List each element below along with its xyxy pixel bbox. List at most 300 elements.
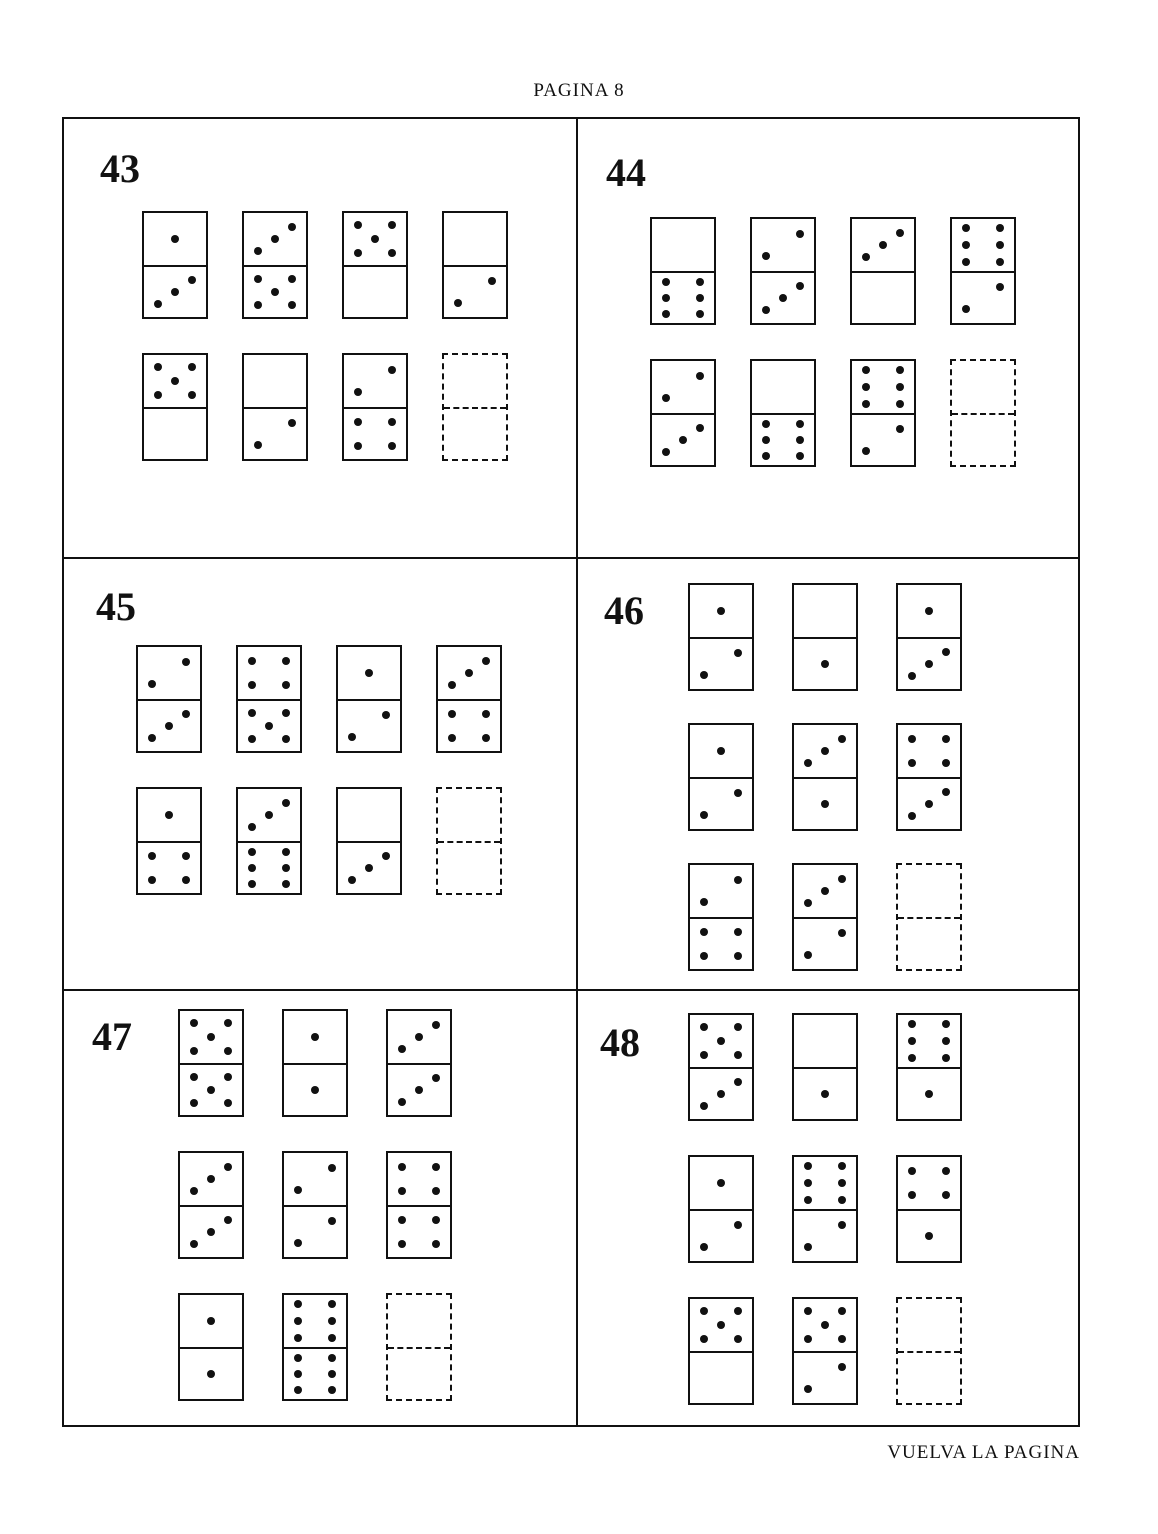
domino-tile — [442, 211, 508, 319]
domino-pip — [188, 391, 196, 399]
domino-bottom-half — [338, 841, 400, 893]
domino-top-half — [388, 1153, 450, 1205]
domino-pip — [804, 899, 812, 907]
domino-top-half — [238, 647, 300, 699]
domino-top-half — [444, 213, 506, 265]
domino-pip — [700, 952, 708, 960]
domino-pip — [254, 301, 262, 309]
domino-pip — [165, 811, 173, 819]
domino-bottom-half — [144, 265, 206, 317]
domino-pip — [734, 1307, 742, 1315]
domino-pip — [288, 275, 296, 283]
domino-pip — [432, 1163, 440, 1171]
domino-top-half — [690, 1299, 752, 1351]
domino-pip — [190, 1047, 198, 1055]
domino-pip — [804, 1385, 812, 1393]
domino-bottom-half — [438, 699, 500, 751]
domino-bottom-half — [690, 637, 752, 689]
domino-pip — [908, 1037, 916, 1045]
domino-pip — [354, 249, 362, 257]
domino-pip — [398, 1045, 406, 1053]
domino-pip — [821, 1321, 829, 1329]
domino-pip — [696, 310, 704, 318]
domino-pip — [942, 735, 950, 743]
domino-pip — [190, 1073, 198, 1081]
domino-top-half — [244, 213, 306, 265]
domino-pip — [148, 852, 156, 860]
domino-top-half — [794, 1299, 856, 1351]
domino-pip — [432, 1187, 440, 1195]
domino-pip — [734, 649, 742, 657]
domino-top-half — [338, 647, 400, 699]
domino-pip — [996, 241, 1004, 249]
domino-pip — [908, 1020, 916, 1028]
domino-pip — [224, 1047, 232, 1055]
domino-pip — [254, 441, 262, 449]
domino-pip — [700, 1243, 708, 1251]
domino-pip — [700, 1102, 708, 1110]
missing-domino-blank[interactable] — [896, 1297, 962, 1405]
domino-pip — [762, 252, 770, 260]
domino-tile — [688, 1297, 754, 1405]
domino-pip — [804, 1162, 812, 1170]
domino-pip — [288, 301, 296, 309]
domino-pip — [398, 1098, 406, 1106]
domino-top-half — [794, 865, 856, 917]
domino-pip — [454, 299, 462, 307]
domino-pip — [942, 1191, 950, 1199]
domino-tile — [792, 1013, 858, 1121]
domino-pip — [821, 1090, 829, 1098]
domino-pip — [182, 658, 190, 666]
domino-pip — [838, 1179, 846, 1187]
domino-bottom-half — [238, 841, 300, 893]
domino-pip — [365, 864, 373, 872]
domino-pip — [804, 951, 812, 959]
domino-tile — [792, 1297, 858, 1405]
domino-tile — [688, 723, 754, 831]
domino-tile — [136, 645, 202, 753]
domino-pip — [804, 1196, 812, 1204]
domino-pip — [908, 672, 916, 680]
puzzle-panel-45 — [64, 559, 576, 989]
domino-bottom-half — [284, 1347, 346, 1399]
domino-bottom-half — [898, 917, 960, 969]
domino-pip — [271, 235, 279, 243]
domino-tile — [896, 1013, 962, 1121]
domino-top-half — [444, 355, 506, 407]
domino-top-half — [652, 361, 714, 413]
domino-pip — [821, 660, 829, 668]
domino-top-half — [794, 1015, 856, 1067]
domino-tile — [242, 353, 308, 461]
puzzle-panel-47 — [64, 991, 576, 1425]
domino-pip — [862, 253, 870, 261]
domino-pip — [294, 1354, 302, 1362]
domino-top-half — [690, 585, 752, 637]
missing-domino-blank[interactable] — [950, 359, 1016, 467]
domino-pip — [224, 1099, 232, 1107]
domino-pip — [804, 1335, 812, 1343]
puzzle-number: 44 — [606, 150, 646, 195]
domino-pip — [265, 811, 273, 819]
domino-top-half — [898, 725, 960, 777]
domino-tile — [136, 787, 202, 895]
domino-top-half — [344, 355, 406, 407]
domino-pip — [838, 735, 846, 743]
domino-top-half — [244, 355, 306, 407]
domino-bottom-half — [438, 841, 500, 893]
domino-pip — [328, 1164, 336, 1172]
domino-tile — [750, 359, 816, 467]
domino-pip — [465, 669, 473, 677]
domino-pip — [821, 887, 829, 895]
domino-bottom-half — [284, 1063, 346, 1115]
domino-pip — [432, 1216, 440, 1224]
domino-pip — [908, 759, 916, 767]
domino-pip — [448, 710, 456, 718]
domino-pip — [348, 876, 356, 884]
domino-pip — [962, 258, 970, 266]
domino-pip — [696, 424, 704, 432]
domino-pip — [942, 648, 950, 656]
puzzle-panel-43 — [64, 119, 576, 557]
puzzle-panel-46 — [578, 559, 1080, 989]
domino-pip — [388, 442, 396, 450]
domino-pip — [328, 1386, 336, 1394]
domino-pip — [398, 1187, 406, 1195]
domino-bottom-half — [444, 265, 506, 317]
domino-pip — [282, 657, 290, 665]
domino-pip — [248, 848, 256, 856]
domino-top-half — [852, 361, 914, 413]
domino-tile — [142, 211, 208, 319]
domino-top-half — [898, 1157, 960, 1209]
domino-pip — [190, 1019, 198, 1027]
domino-pip — [762, 306, 770, 314]
domino-bottom-half — [444, 407, 506, 459]
domino-pip — [311, 1033, 319, 1041]
domino-pip — [734, 1335, 742, 1343]
domino-top-half — [388, 1295, 450, 1347]
domino-pip — [182, 852, 190, 860]
domino-pip — [188, 363, 196, 371]
domino-bottom-half — [652, 271, 714, 323]
domino-pip — [717, 1179, 725, 1187]
domino-pip — [662, 310, 670, 318]
domino-pip — [838, 1162, 846, 1170]
domino-pip — [294, 1386, 302, 1394]
domino-bottom-half — [898, 777, 960, 829]
domino-pip — [896, 425, 904, 433]
domino-pip — [796, 282, 804, 290]
domino-tile — [178, 1293, 244, 1401]
domino-pip — [679, 436, 687, 444]
domino-pip — [696, 278, 704, 286]
domino-pip — [154, 300, 162, 308]
domino-pip — [415, 1086, 423, 1094]
domino-top-half — [898, 1015, 960, 1067]
domino-bottom-half — [952, 413, 1014, 465]
domino-pip — [896, 229, 904, 237]
domino-tile — [242, 211, 308, 319]
domino-top-half — [852, 219, 914, 271]
domino-pip — [190, 1240, 198, 1248]
domino-top-half — [284, 1295, 346, 1347]
domino-pip — [248, 864, 256, 872]
domino-pip — [838, 1221, 846, 1229]
domino-pip — [796, 452, 804, 460]
domino-pip — [311, 1086, 319, 1094]
domino-top-half — [284, 1011, 346, 1063]
domino-pip — [662, 294, 670, 302]
domino-tile — [342, 211, 408, 319]
domino-pip — [700, 671, 708, 679]
domino-bottom-half — [244, 407, 306, 459]
domino-pip — [942, 1037, 950, 1045]
domino-pip — [348, 733, 356, 741]
domino-pip — [942, 1167, 950, 1175]
domino-tile — [236, 787, 302, 895]
domino-top-half — [898, 1299, 960, 1351]
domino-pip — [662, 278, 670, 286]
domino-pip — [879, 241, 887, 249]
domino-pip — [294, 1300, 302, 1308]
domino-tile — [850, 359, 916, 467]
domino-pip — [700, 1023, 708, 1031]
domino-bottom-half — [690, 1067, 752, 1119]
domino-bottom-half — [952, 271, 1014, 323]
domino-tile — [282, 1293, 348, 1401]
domino-pip — [248, 735, 256, 743]
domino-bottom-half — [690, 777, 752, 829]
domino-bottom-half — [338, 699, 400, 751]
domino-tile — [178, 1009, 244, 1117]
domino-pip — [382, 711, 390, 719]
domino-tile — [178, 1151, 244, 1259]
domino-pip — [700, 811, 708, 819]
domino-bottom-half — [284, 1205, 346, 1257]
domino-pip — [282, 880, 290, 888]
domino-bottom-half — [690, 1209, 752, 1261]
domino-tile — [950, 217, 1016, 325]
domino-pip — [996, 258, 1004, 266]
domino-bottom-half — [244, 265, 306, 317]
domino-top-half — [180, 1295, 242, 1347]
domino-bottom-half — [794, 917, 856, 969]
domino-pip — [896, 400, 904, 408]
domino-tile — [688, 1013, 754, 1121]
domino-tile — [650, 217, 716, 325]
domino-pip — [700, 1051, 708, 1059]
domino-pip — [148, 734, 156, 742]
domino-pip — [717, 1037, 725, 1045]
domino-pip — [154, 391, 162, 399]
domino-pip — [248, 681, 256, 689]
domino-pip — [925, 800, 933, 808]
missing-domino-blank[interactable] — [436, 787, 502, 895]
domino-pip — [328, 1354, 336, 1362]
domino-top-half — [344, 213, 406, 265]
domino-pip — [838, 1335, 846, 1343]
domino-tile — [342, 353, 408, 461]
domino-pip — [171, 377, 179, 385]
domino-pip — [734, 1051, 742, 1059]
domino-pip — [432, 1021, 440, 1029]
domino-pip — [762, 420, 770, 428]
domino-pip — [382, 852, 390, 860]
domino-pip — [717, 747, 725, 755]
domino-pip — [415, 1033, 423, 1041]
domino-pip — [265, 722, 273, 730]
domino-top-half — [238, 789, 300, 841]
domino-tile — [142, 353, 208, 461]
domino-tile — [336, 787, 402, 895]
domino-pip — [908, 1191, 916, 1199]
domino-top-half — [952, 219, 1014, 271]
domino-pip — [182, 710, 190, 718]
domino-pip — [328, 1217, 336, 1225]
domino-pip — [942, 1020, 950, 1028]
domino-pip — [700, 1335, 708, 1343]
domino-pip — [282, 799, 290, 807]
domino-pip — [388, 249, 396, 257]
domino-pip — [796, 420, 804, 428]
domino-pip — [294, 1186, 302, 1194]
domino-pip — [804, 1307, 812, 1315]
missing-domino-blank[interactable] — [386, 1293, 452, 1401]
domino-top-half — [338, 789, 400, 841]
domino-pip — [190, 1187, 198, 1195]
domino-pip — [662, 394, 670, 402]
domino-tile — [792, 583, 858, 691]
missing-domino-blank[interactable] — [442, 353, 508, 461]
domino-pip — [182, 876, 190, 884]
domino-tile — [282, 1009, 348, 1117]
domino-pip — [734, 1221, 742, 1229]
domino-pip — [282, 864, 290, 872]
turn-page-note: VUELVA LA PAGINA — [887, 1442, 1080, 1463]
domino-bottom-half — [690, 917, 752, 969]
domino-top-half — [438, 789, 500, 841]
domino-pip — [388, 418, 396, 426]
domino-pip — [662, 448, 670, 456]
domino-pip — [942, 788, 950, 796]
domino-top-half — [952, 361, 1014, 413]
domino-top-half — [284, 1153, 346, 1205]
domino-pip — [207, 1228, 215, 1236]
domino-tile — [688, 863, 754, 971]
domino-bottom-half — [144, 407, 206, 459]
puzzle-grid — [62, 117, 1080, 1427]
domino-top-half — [690, 1157, 752, 1209]
domino-top-half — [652, 219, 714, 271]
domino-top-half — [144, 355, 206, 407]
missing-domino-blank[interactable] — [896, 863, 962, 971]
domino-pip — [734, 1023, 742, 1031]
domino-bottom-half — [752, 271, 814, 323]
domino-pip — [838, 875, 846, 883]
domino-bottom-half — [690, 1351, 752, 1403]
domino-pip — [207, 1370, 215, 1378]
domino-tile — [792, 723, 858, 831]
domino-pip — [762, 452, 770, 460]
domino-pip — [248, 657, 256, 665]
domino-pip — [734, 952, 742, 960]
domino-pip — [354, 221, 362, 229]
domino-pip — [190, 1099, 198, 1107]
domino-tile — [896, 583, 962, 691]
domino-pip — [148, 680, 156, 688]
domino-pip — [962, 305, 970, 313]
domino-pip — [838, 929, 846, 937]
domino-pip — [448, 681, 456, 689]
domino-pip — [282, 848, 290, 856]
domino-pip — [896, 383, 904, 391]
domino-pip — [862, 383, 870, 391]
puzzle-number: 43 — [100, 146, 140, 191]
domino-pip — [700, 898, 708, 906]
domino-pip — [896, 366, 904, 374]
page-title: PAGINA 8 — [533, 80, 625, 101]
domino-pip — [165, 722, 173, 730]
domino-pip — [838, 1363, 846, 1371]
domino-pip — [224, 1019, 232, 1027]
domino-tile — [282, 1151, 348, 1259]
domino-pip — [838, 1307, 846, 1315]
domino-pip — [482, 657, 490, 665]
domino-pip — [248, 709, 256, 717]
domino-pip — [696, 294, 704, 302]
domino-pip — [248, 823, 256, 831]
domino-pip — [398, 1216, 406, 1224]
domino-pip — [804, 759, 812, 767]
domino-bottom-half — [388, 1205, 450, 1257]
domino-pip — [207, 1086, 215, 1094]
domino-pip — [224, 1163, 232, 1171]
domino-pip — [328, 1317, 336, 1325]
puzzle-number: 48 — [600, 1020, 640, 1065]
domino-pip — [188, 276, 196, 284]
domino-tile — [896, 723, 962, 831]
domino-top-half — [794, 1157, 856, 1209]
domino-pip — [388, 221, 396, 229]
domino-bottom-half — [752, 413, 814, 465]
domino-top-half — [752, 361, 814, 413]
domino-pip — [862, 400, 870, 408]
puzzle-number: 46 — [604, 588, 644, 633]
domino-pip — [488, 277, 496, 285]
domino-bottom-half — [794, 1067, 856, 1119]
domino-pip — [942, 1054, 950, 1062]
domino-top-half — [180, 1153, 242, 1205]
domino-top-half — [898, 865, 960, 917]
domino-pip — [294, 1370, 302, 1378]
domino-pip — [354, 388, 362, 396]
domino-pip — [328, 1300, 336, 1308]
domino-top-half — [138, 789, 200, 841]
domino-pip — [821, 800, 829, 808]
domino-tile — [650, 359, 716, 467]
domino-bottom-half — [388, 1063, 450, 1115]
domino-pip — [207, 1175, 215, 1183]
domino-pip — [171, 288, 179, 296]
domino-tile — [792, 863, 858, 971]
domino-bottom-half — [794, 777, 856, 829]
domino-pip — [962, 224, 970, 232]
domino-pip — [700, 928, 708, 936]
domino-tile — [896, 1155, 962, 1263]
